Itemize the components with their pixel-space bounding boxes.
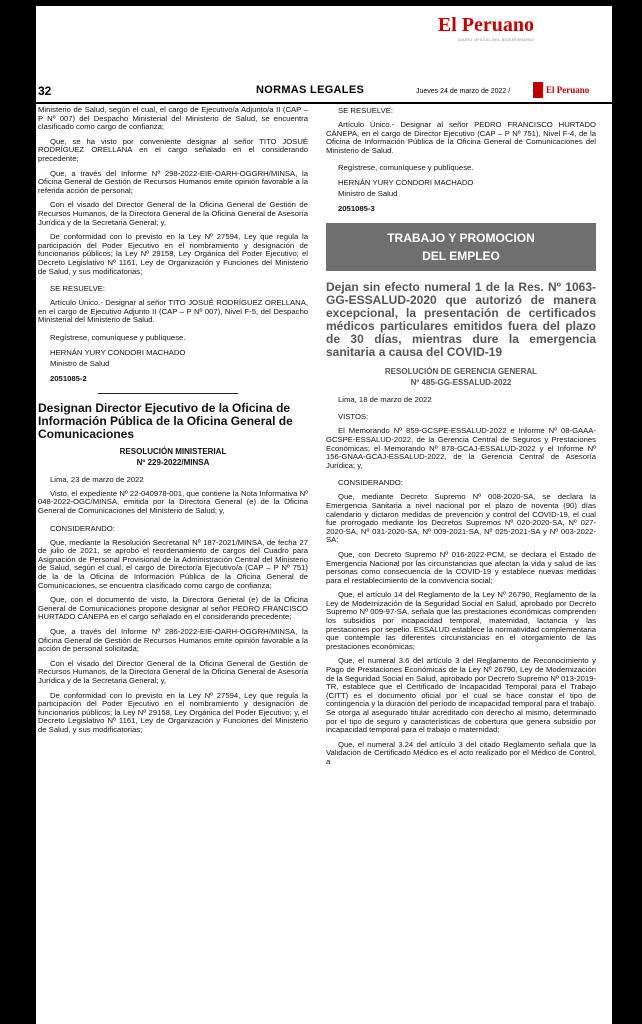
paragraph: Que, el numeral 3.24 del artículo 3 del citado Reglamento señala que la Validación de Certificado Médico es el acto realizado por el Médico de Control, a [326,739,596,766]
vistos-paragraph: El Memorando Nº 859-GCSPE-ESSALUD-2022 e Informe Nº 08-GAAA-GCSPE-ESSALUD-2022, de la Gerencia Central de Seguros y Prestaciones Económicas; el Memorando Nº 878-GCAJ-ESSALUD-2022 y el Informe Nº 156-GNAA-GCAJ-ESSALUD-2022, de la Gerencia Central de Asesoría Jurídica; y, [326,426,596,470]
paragraph: Que, mediante Decreto Supremo Nº 008-2020-SA, se declara la Emergencia Sanitaria a nivel nacional por el plazo de noventa (90) días calendario y dictaron medidas de prevención y control del COVID-19, el cual fue prorrogado mediante los Decretos Supremos Nº 020-2020-SA, Nº 027-2020-SA, Nº 031-2020-SA, Nº 009-2021-SA, Nº 025-2021-SA y Nº 003-2022-SA; [326,492,596,545]
paragraph: Con el visado del Director General de la Oficina General de Gestión de Recursos Humanos, de la Directora General de la Oficina General de Asesoría Jurídica y de la Secretaria General; y, [38,200,308,227]
paragraph: Que, con Decreto Supremo Nº 016-2022-PCM, se declara el Estado de Emergencia Nacional por las circunstancias que afectan la vida y salud de las personas como consecuencia de la COVID-19 y establece nuevas medidas para el restablecimiento de la convivencia social; [326,549,596,585]
newspaper-page [36,6,612,1024]
section-banner [326,223,596,271]
document-code: 2051085-2 [50,373,87,383]
masthead-tagline: DIARIO OFICIAL DEL BICENTENARIO [457,37,534,42]
paragraph: Con el visado del Director General de la Oficina General de Gestión de Recursos Humanos, de la Directora General de la Oficina General de Asesoría Jurídica y de la Secretaria General; y, [38,658,308,685]
section-banner-line1: TRABAJO Y PROMOCION [387,231,535,246]
article-title: Designan Director Ejecutivo de la Oficina de Información Pública de la Oficina General de Comunicaciones [38,400,293,441]
left-column [38,106,308,741]
resolution-title: RESOLUCIÓN MINISTERIAL [119,446,227,456]
registrese-line: Regístrese, comuníquese y publíquese. [338,163,474,173]
se-resuelve-label: SE RESUELVE: [338,106,393,115]
se-resuelve-label: SE RESUELVE: [50,284,105,294]
paragraph: Que, el artículo 14 del Reglamento de la Ley Nº 26790, Reglamento de la Ley de Modernización de la Seguridad Social en Salud, aprobado por Decreto Supremo Nº 009-97-SA, señala que las prestaciones económicas comprenden los subsidios por incapacidad temporal, maternidad, lactancia y las prestaciones por sepelio. ESSALUD establece la normatividad complementaria que contemple las diferentes circunstancias en el otorgamiento de las prestaciones económicas; [326,590,596,651]
running-head-brand: El Peruano [546,85,590,95]
scan-border-left [0,0,36,1024]
paragraph: Que, el numeral 3.6 del artículo 3 del Reglamento de Reconocimiento y Pago de Prestaciones Económicas de la Ley Nº 26790, Ley de Modernización de la Seguridad Social en Salud, aprobado por Decreto Supremo Nº 013-2019-TR, establece que el Certificado de Incapacidad Temporal para el Trabajo (CITT) es el documento oficial por el cual se hace constar el tipo de contingencia y la duración del período de incapacidad temporal para el trabajo. Se otorga al asegurado titular acreditado con derecho al mismo, determinado por el tipo de seguro y características de cobertura que genera subsidio por incapacidad temporal para el trabajo o maternidad; [326,656,596,735]
paragraph: Que, a través del Informe Nº 298-2022-EIE-OARH-OGGRH/MINSA, la Oficina General de Gestión de Recursos Humanos emite opinión favorable a la referida acción de personal; [38,168,308,195]
place-date: Lima, 18 de marzo de 2022 [338,395,432,405]
signer-title: Ministro de Salud [338,189,398,199]
running-head [36,82,612,104]
paragraph: Ministerio de Salud, según el cual, el cargo de Ejecutivo/a Adjunto/a II (CAP – P Nº 007) del Despacho Ministerial del Ministerio de Salud, se encuentra clasificado como cargo de confianza; [38,105,308,132]
separator-rule [98,393,238,394]
section-name: NORMAS LEGALES [256,84,365,96]
signer-title: Ministro de Salud [50,358,110,368]
issue-date: Jueves 24 de marzo de 2022 / [416,88,511,95]
resolution-number: Nº 485-GG-ESSALUD-2022 [410,378,512,388]
scan-border-right [612,0,642,1024]
articulo-unico: Artículo Único.- Designar al señor PEDRO FRANCISCO HURTADO CÁNEPA, en el cargo de Director Ejecutivo (CAP – P Nº 751), Nivel F-4, de la Oficina de Información Pública de la Oficina General de Comunicaciones del Ministerio de Salud. [326,120,596,155]
page-number: 32 [38,84,52,98]
vistos-label: VISTOS: [338,412,369,422]
right-column [326,106,596,773]
considerando-label: CONSIDERANDO: [338,478,403,488]
paragraph: De conformidad con lo previsto en la Ley Nº 27594, Ley que regula la participación del Poder Ejecutivo en el nombramiento y designación de funcionarios públicos; la Ley Nº 29158, Ley Orgánica del Poder Ejecutivo; y, el Decreto Legislativo Nº 1161, Ley de Organización y Funciones del Ministerio de Salud, y sus modificatorias; [38,690,308,734]
registrese-line: Regístrese, comuníquese y publíquese. [50,332,186,342]
document-code: 2051085-3 [338,204,375,214]
paragraph: Que, mediante la Resolución Secretarial Nº 187-2021/MINSA, de fecha 27 de julio de 2021, se aprobó el reordenamiento de cargos del Cuadro para Asignación de Personal Provisional de la Administración Central del Ministerio de Salud, según el cual, el cargo de Director/a Ejecutivo/a (CAP – P Nº 751) de la de la Oficina de Información Pública de la Oficina General de Comunicaciones, se encuentra clasificado como cargo de confianza; [38,537,308,590]
masthead-logo: El Peruano [437,14,534,36]
paragraph: Que, a través del Informe Nº 286-2022-EIE-OARH-OGGRH/MINSA, la Oficina General de Gestión de Recursos Humanos emite opinión favorable a la acción de personal solicitada; [38,627,308,654]
resolution-title: RESOLUCIÓN DE GERENCIA GENERAL [384,367,538,377]
paragraph: De conformidad con lo previsto en la Ley Nº 27594, Ley que regula la participación del Poder Ejecutivo en el nombramiento y designación de funcionarios públicos; la Ley Nº 29158, Ley Orgánica del Poder Ejecutivo; el Decreto Legislativo Nº 1161, Ley de Organización y Funciones del Ministerio de Salud, y sus modificatorias; [38,232,308,276]
articulo-unico: Artículo Único.- Designar al señor TITO JOSUÉ RODRÍGUEZ ORELLANA, en el cargo de Ejecutivo Adjunto II (CAP – P Nº 007), Nivel F-5, del Despacho Ministerial del Ministerio de Salud. [38,298,308,325]
resolution-number: Nº 229-2022/MINSA [136,457,210,467]
paragraph: Que, se ha visto por conveniente designar al señor TITO JOSUÉ RODRÍGUEZ ORELLANA en el cargo señalado en el considerando precedente; [38,136,308,163]
signer-name: HERNÁN YURY CONDORI MACHADO [50,347,186,357]
considerando-label: CONSIDERANDO: [50,523,115,533]
section-banner-line2: DEL EMPLEO [422,249,500,264]
signer-name: HERNÁN YURY CONDORI MACHADO [338,178,474,188]
paragraph: Que, con el documento de visto, la Directora General (e) de la Oficina General de Comunicaciones propone designar al señor PEDRO FRANCISCO HURTADO CÁNEPA en el cargo señalado en el considerando precedente; [38,595,308,622]
visto-paragraph: Visto, el expediente Nº 22-040978-001, que contiene la Nota Informativa Nº 048-2022-OGC/MINSA, emitida por la Directora General (e) de la Oficina General de Comunicaciones del Ministerio de Salud; y, [38,488,308,516]
article-title: Dejan sin efecto numeral 1 de la Res. Nº 1063-GG-ESSALUD-2020 que autorizó de manera excepcional, la presentación de certificados médicos particulares emitidos fuera del plazo de 30 días, mientras dure la emergencia sanitaria a causa del COVID-19 [326,280,596,360]
coat-of-arms-icon [533,82,543,98]
place-date: Lima, 23 de marzo de 2022 [50,474,144,484]
